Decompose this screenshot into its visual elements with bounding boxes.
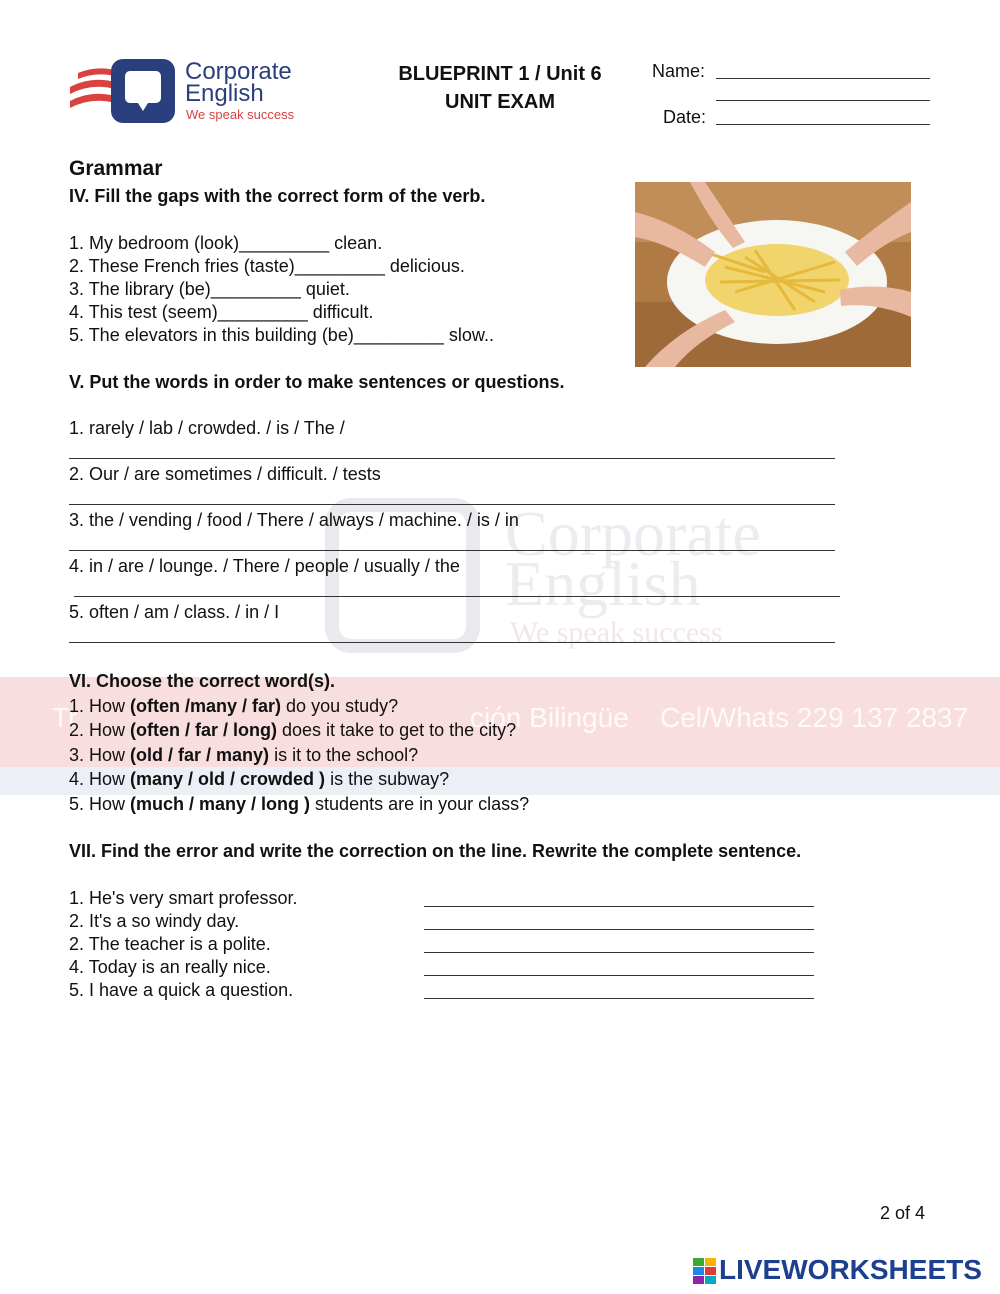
part6-item: 3. How (old / far / many) is it to the school? [69, 745, 419, 765]
part4-item: 4. This test (seem)_________ difficult. [69, 302, 374, 322]
section-title: Grammar [69, 157, 163, 180]
exam-subtitle: UNIT EXAM [445, 91, 555, 113]
part5-item: 2. Our / are sometimes / difficult. / tests [69, 464, 381, 484]
liveworksheets-logo [693, 1256, 993, 1286]
part5-heading: V. Put the words in order to make sentences or questions. [69, 372, 565, 392]
part7-item: 1. He's very smart professor. [69, 888, 298, 908]
answer-line[interactable] [69, 550, 835, 551]
page-number: 2 of 4 [880, 1203, 926, 1223]
correction-line[interactable] [424, 929, 814, 930]
logo-tagline: We speak success [186, 107, 295, 122]
correction-line[interactable] [424, 998, 814, 999]
part7-item: 5. I have a quick a question. [69, 980, 294, 1000]
correction-line[interactable] [424, 952, 814, 953]
part4-item: 1. My bedroom (look)_________ clean. [69, 233, 383, 253]
liveworksheets-blocks-icon [693, 1258, 717, 1284]
part7-item: 2. It's a so windy day. [69, 911, 240, 931]
name-field[interactable] [716, 78, 930, 79]
exam-title: BLUEPRINT 1 / Unit 6 [398, 63, 602, 85]
watermark-line2: English [505, 548, 701, 619]
part5-item: 4. in / are / lounge. / There / people / usually / the [69, 556, 460, 576]
logo-line1: Corporate [185, 58, 292, 85]
answer-options[interactable]: (many / old / crowded ) [130, 769, 326, 789]
part6-item: 2. How (often / far / long) does it take to get to the city? [69, 720, 517, 740]
part7-item: 4. Today is an really nice. [69, 957, 271, 977]
answer-line[interactable] [69, 642, 835, 643]
part6-item: 1. How (often /many / far) do you study? [69, 696, 399, 716]
footer-brand: LIVEWORKSHEETS [719, 1254, 982, 1285]
correction-line[interactable] [424, 975, 814, 976]
part5-item: 3. the / vending / food / There / always / machine. / is / in [69, 510, 519, 530]
part6-item: 5. How (much / many / long ) students are in your class? [69, 794, 530, 814]
watermark-tagline: We speak success [510, 616, 723, 649]
part6-item: 4. How (many / old / crowded ) is the subway? [69, 769, 450, 789]
answer-options[interactable]: (often /many / far) [130, 696, 282, 716]
answer-options[interactable]: (old / far / many) [130, 745, 270, 765]
date-field[interactable] [716, 124, 930, 125]
name-label: Name: [652, 61, 706, 81]
answer-line[interactable] [69, 504, 835, 505]
part7-item: 2. The teacher is a polite. [69, 934, 271, 954]
answer-options[interactable]: (much / many / long ) [130, 794, 311, 814]
answer-line[interactable] [69, 458, 835, 459]
part6-heading: VI. Choose the correct word(s). [69, 671, 336, 691]
date-label: Date: [663, 107, 707, 127]
watermark-band-right: Cel/Whats 229 137 2837 [660, 702, 969, 733]
part5-item: 5. often / am / class. / in / I [69, 602, 280, 622]
logo-flag-icon [68, 57, 188, 125]
answer-options[interactable]: (often / far / long) [130, 720, 278, 740]
french-fries-photo [635, 182, 911, 367]
part4-heading: IV. Fill the gaps with the correct form of the verb. [69, 186, 486, 206]
correction-line[interactable] [424, 906, 814, 907]
part4-item: 5. The elevators in this building (be)_________ slow.. [69, 325, 494, 345]
watermark-band-mid: ción Bilingüe [470, 702, 629, 733]
part5-item: 1. rarely / lab / crowded. / is / The / [69, 418, 345, 438]
name-field-second-line[interactable] [716, 100, 930, 101]
part7-heading: VII. Find the error and write the correction on the line. Rewrite the complete sentence. [69, 841, 802, 861]
part4-item: 2. These French fries (taste)_________ delicious. [69, 256, 465, 276]
logo-line2: English [185, 80, 264, 107]
watermark-line1: Corporate [505, 498, 761, 569]
logo [68, 57, 308, 127]
answer-line[interactable] [74, 596, 840, 597]
watermark-band-left: Tr [52, 702, 78, 733]
part4-item: 3. The library (be)_________ quiet. [69, 279, 350, 299]
